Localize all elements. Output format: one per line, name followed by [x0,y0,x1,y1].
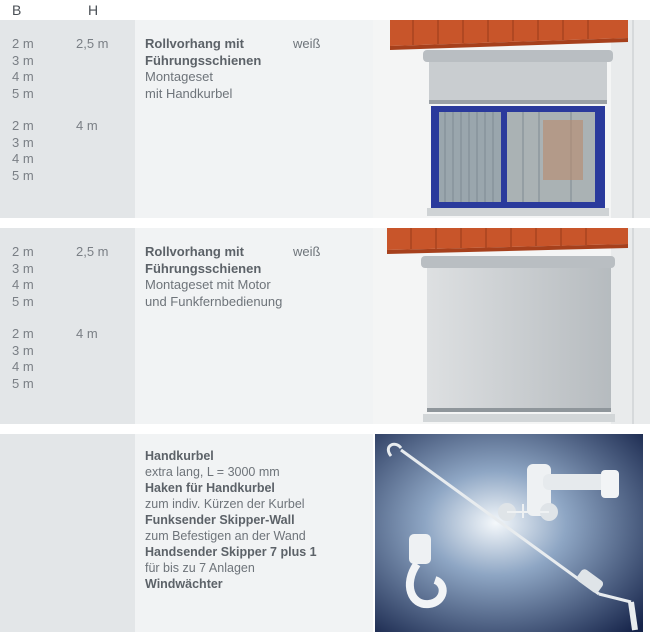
size-line: 3 m [12,134,34,150]
accessory-detail: zum indiv. Kürzen der Kurbel [145,497,305,511]
accessories-photo [373,434,650,632]
size-line: 5 m [12,375,34,391]
description-column [135,228,373,424]
accessory-name: Handsender Skipper 7 plus 1 [145,545,317,559]
product-title-line2: Führungsschienen [145,260,262,276]
product-title: Rollvorhang mit [145,244,244,259]
size-column [0,20,135,218]
size-line: 4 m [12,151,34,166]
accessory-name: Funksender Skipper-Wall [145,513,295,527]
product-title-line2: Führungsschienen [145,52,262,68]
product-detail: Montageset mit Motor [145,277,271,292]
size-list [12,244,122,392]
size-line: 4 m [12,359,34,374]
size-line: 4 m [12,69,34,84]
product-title: Rollvorhang mit [145,36,244,51]
product-description [145,36,370,102]
accessory-detail: extra lang, L = 3000 mm [145,465,280,479]
column-header-width: B [12,2,22,18]
size-line: 2 m 4 m [12,118,98,133]
product-detail-line2: und Funkfernbedienung [145,293,283,309]
product-description [145,244,370,310]
size-line: 4 m [12,277,34,292]
size-line: 2 m 4 m [12,326,98,341]
size-column [0,228,135,424]
accessories-row [0,434,650,632]
size-line: 5 m [12,85,34,101]
product-row-motor [0,228,650,424]
accessory-detail: zum Befestigen an der Wand [145,529,306,543]
accessory-detail: für bis zu 7 Anlagen [145,561,255,575]
accessory-name: Handkurbel [145,449,214,463]
crank-and-sensor-illustration [373,434,643,632]
product-color: weiß [293,36,321,51]
size-line: 5 m [12,167,34,183]
window-blind-lowered-illustration [373,228,650,424]
product-color: weiß [293,244,321,259]
size-line: 3 m [12,260,34,276]
product-photo-manual [373,20,650,218]
description-column [135,434,373,632]
window-blind-raised-illustration [373,20,650,218]
size-line: 3 m [12,52,34,68]
column-header-height: H [88,2,99,18]
product-row-manual [0,20,650,218]
product-detail-line2: mit Handkurbel [145,85,233,101]
size-column [0,434,135,632]
product-detail: Montageset [145,69,213,84]
size-line: 5 m [12,293,34,309]
product-photo-motor [373,228,650,424]
size-line: 2 m 2,5 m [12,36,109,51]
description-column [135,20,373,218]
size-list [12,36,122,184]
accessory-name: Haken für Handkurbel [145,481,275,495]
size-line: 2 m 2,5 m [12,244,109,259]
size-line: 3 m [12,342,34,358]
accessory-list [145,448,375,592]
accessory-name: Windwächter [145,577,223,591]
